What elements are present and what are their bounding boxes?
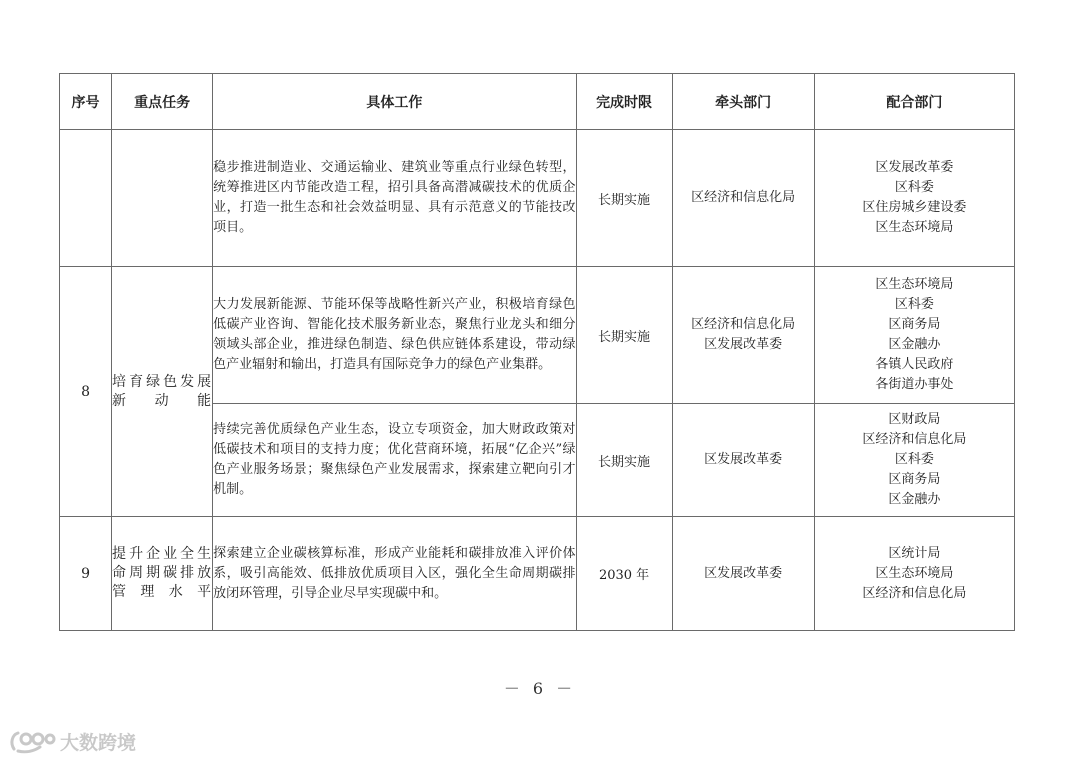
- coop-item: 区经济和信息化局: [862, 432, 967, 447]
- table-row: [60, 517, 1015, 631]
- coop-list: [815, 544, 1014, 604]
- deadline-cell: 长期实施: [576, 130, 672, 267]
- coop-cell: [814, 267, 1014, 404]
- header-lead: 牵头部门: [672, 74, 814, 130]
- brand-logo-icon: [8, 729, 56, 755]
- coop-cell: [814, 517, 1014, 631]
- coop-item: 区统计局: [888, 545, 941, 561]
- seq-cell: 9: [60, 517, 112, 631]
- header-coop: 配合部门: [814, 74, 1014, 130]
- table-row: [60, 130, 1015, 267]
- coop-item: 区科委: [894, 297, 934, 312]
- header-seq: 序号: [60, 74, 112, 130]
- lead-item: 区发展改革委: [704, 337, 783, 352]
- deadline-cell: 长期实施: [576, 404, 672, 517]
- coop-item: 区财政局: [888, 412, 941, 427]
- watermark: [8, 728, 136, 755]
- coop-item: 区商务局: [888, 472, 941, 487]
- lead-list: [673, 450, 814, 470]
- coop-list: [815, 275, 1014, 395]
- coop-item: 区科委: [894, 180, 934, 195]
- coop-item: 区生态环境局: [875, 565, 954, 581]
- page-number: － 6 －: [503, 679, 577, 698]
- coop-item: 区商务局: [888, 317, 941, 332]
- seq-cell-empty: [60, 130, 112, 267]
- lead-cell: [672, 404, 814, 517]
- header-work: 具体工作: [213, 74, 576, 130]
- coop-list: [815, 158, 1014, 238]
- lead-list: [673, 188, 814, 208]
- coop-item: 区金融办: [888, 337, 941, 352]
- lead-list: [673, 564, 814, 584]
- coop-item: 区经济和信息化局: [862, 585, 967, 601]
- header-deadline: 完成时限: [576, 74, 672, 130]
- deadline-cell: 2030 年: [576, 517, 672, 631]
- work-cell: 稳步推进制造业、交通运输业、建筑业等重点行业绿色转型，统筹推进区内节能改造工程，招引具备高潜减碳技术的优质企业，打造一批生态和社会效益明显、具有示范意义的节能技改项目。: [213, 130, 576, 267]
- table-row: [60, 267, 1015, 404]
- task-cell-empty: [112, 130, 213, 267]
- deadline-cell: 长期实施: [576, 267, 672, 404]
- coop-cell: [814, 404, 1014, 517]
- coop-item: 区金融办: [888, 492, 941, 507]
- lead-item: 区经济和信息化局: [691, 317, 796, 332]
- lead-item: 区经济和信息化局: [691, 190, 796, 205]
- table-header-row: [60, 74, 1015, 130]
- coop-item: 区生态环境局: [875, 220, 954, 235]
- lead-cell: [672, 267, 814, 404]
- coop-list: [815, 410, 1014, 510]
- work-cell: 持续完善优质绿色产业生态，设立专项资金，加大财政政策对低碳技术和项目的支持力度；优化营商环境，拓展“亿企兴”绿色产业服务场景；聚焦绿色产业发展需求，探索建立靶向引才机制。: [213, 404, 576, 517]
- coop-item: 各街道办事处: [875, 377, 954, 392]
- work-cell: 探索建立企业碳核算标准，形成产业能耗和碳排放准入评价体系，吸引高能效、低排放优质项目入区，强化全生命周期碳排放闭环管理，引导企业尽早实现碳中和。: [213, 517, 576, 631]
- work-cell: 大力发展新能源、节能环保等战略性新兴产业，积极培育绿色低碳产业咨询、智能化技术服务新业态，聚焦行业龙头和细分领域头部企业，推进绿色制造、绿色供应链体系建设，带动绿色产业辐射和输出，打造具有国际竞争力的绿色产业集群。: [213, 267, 576, 404]
- header-task: 重点任务: [112, 74, 213, 130]
- lead-list: [673, 315, 814, 355]
- coop-item: 区生态环境局: [875, 277, 954, 292]
- task-cell: 提升企业全生命周期碳排放管理水平: [112, 517, 213, 631]
- coop-item: 区发展改革委: [875, 160, 954, 175]
- lead-item: 区发展改革委: [704, 565, 783, 581]
- coop-item: 区住房城乡建设委: [862, 200, 967, 215]
- seq-cell: 8: [60, 267, 112, 517]
- coop-cell: [814, 130, 1014, 267]
- task-table: [59, 73, 1015, 631]
- coop-item: 区科委: [894, 452, 934, 467]
- task-cell: 培育绿色发展新动能: [112, 267, 213, 517]
- lead-item: 区发展改革委: [704, 452, 783, 467]
- lead-cell: [672, 517, 814, 631]
- coop-item: 各镇人民政府: [875, 357, 954, 372]
- lead-cell: [672, 130, 814, 267]
- watermark-text: 大数跨境: [60, 732, 137, 754]
